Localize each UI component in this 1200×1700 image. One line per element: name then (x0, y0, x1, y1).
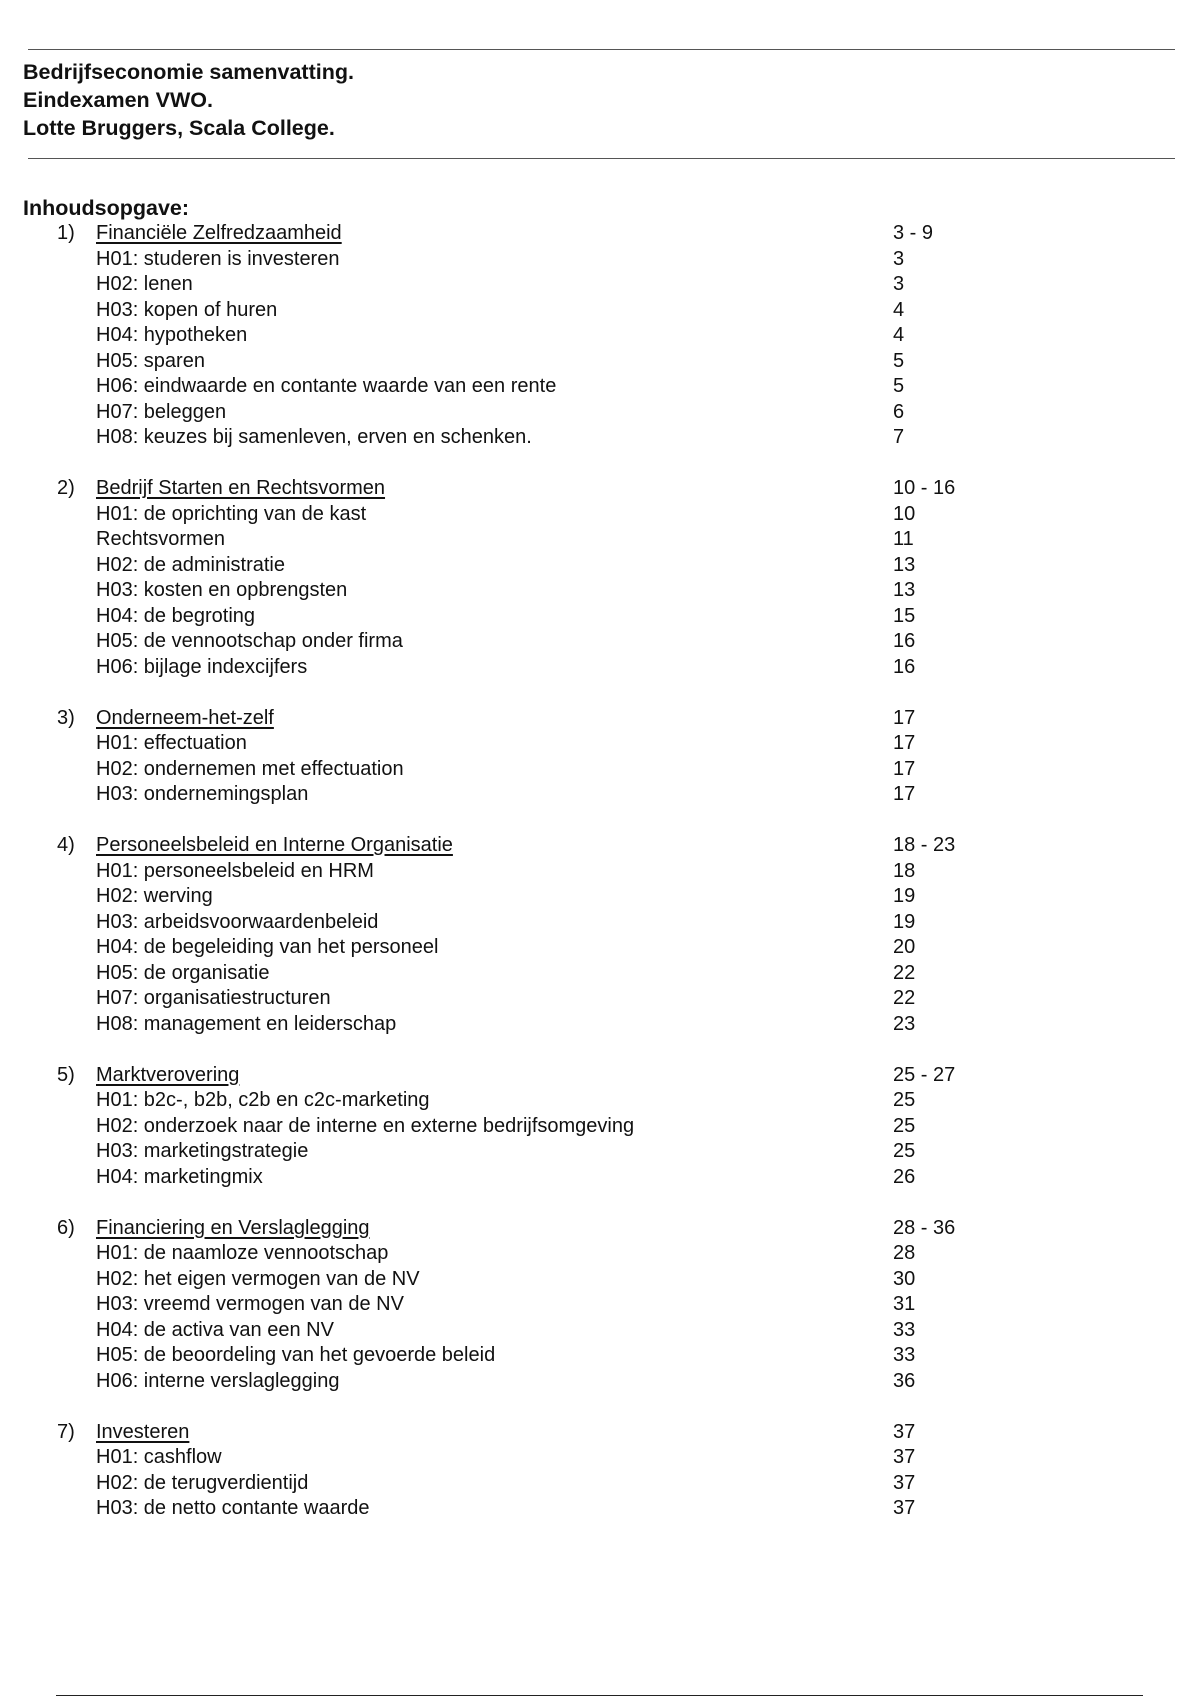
section-number: 2) (57, 477, 75, 499)
toc-entry-page: 4 (893, 298, 905, 321)
section-number: 1) (57, 222, 75, 244)
toc-entry (0, 502, 1200, 528)
section-page-range: 17 (893, 706, 916, 729)
toc-entry-page: 23 (893, 1012, 916, 1035)
toc-entry-page: 36 (893, 1369, 916, 1392)
toc-entry-page: 3 (893, 273, 905, 295)
toc-entry-page: 7 (893, 426, 905, 448)
section-title: Onderneem-het-zelf (96, 706, 274, 729)
toc-entry-page: 4 (893, 324, 905, 346)
document-title: Bedrijfseconomie samenvatting. (23, 60, 354, 84)
toc-entry-label: H04: hypotheken (96, 324, 248, 346)
toc-entry (0, 655, 1200, 681)
toc-entry-page: 33 (893, 1344, 916, 1366)
toc-entry (0, 986, 1200, 1012)
toc-entry-page: 31 (893, 1293, 916, 1315)
toc-entry-page: 28 (893, 1242, 916, 1264)
toc-entry-label: H03: kopen of huren (96, 298, 278, 321)
section-page-range: 10 - 16 (893, 477, 956, 499)
toc-entry-label: H03: vreemd vermogen van de NV (96, 1293, 404, 1315)
toc-entry-label: H01: effectuation (96, 732, 247, 754)
toc-entry (0, 400, 1200, 426)
toc-entry (0, 1496, 1200, 1522)
section-number: 5) (57, 1063, 75, 1086)
toc-entry-label: H04: marketingmix (96, 1165, 263, 1188)
toc-entry-label: H02: onderzoek naar de interne en externe bedrijfsomgeving (96, 1114, 635, 1137)
toc-entry-label: H02: werving (96, 885, 213, 907)
section-title: Investeren (96, 1420, 190, 1443)
toc-entry-page: 6 (893, 400, 905, 423)
section-title: Financiële Zelfredzaamheid (96, 222, 342, 244)
toc-section-heading (0, 706, 1200, 732)
toc-entry (0, 1241, 1200, 1267)
toc-entry-page: 13 (893, 579, 916, 601)
toc-entry (0, 1267, 1200, 1293)
toc-entry (0, 374, 1200, 400)
toc-entry-page: 5 (893, 349, 905, 372)
toc-entry (0, 1471, 1200, 1497)
section-number: 6) (57, 1216, 75, 1239)
toc-section (0, 1420, 1200, 1522)
toc-section-heading (0, 833, 1200, 859)
toc-section (0, 706, 1200, 808)
toc-entry-page: 13 (893, 553, 916, 576)
toc-entry (0, 1088, 1200, 1114)
toc-entry-page: 33 (893, 1318, 916, 1341)
toc-entry (0, 961, 1200, 987)
toc-entry (0, 1369, 1200, 1395)
footer-rule (56, 1695, 1143, 1696)
toc-section (0, 221, 1200, 451)
toc-entry (0, 1012, 1200, 1038)
toc-section (0, 1216, 1200, 1395)
toc-entry-label: H01: de naamloze vennootschap (96, 1242, 389, 1264)
toc-entry (0, 1139, 1200, 1165)
section-page-range: 28 - 36 (893, 1216, 956, 1239)
toc-entry-page: 3 (893, 247, 905, 270)
toc-entry (0, 1445, 1200, 1471)
toc-entry-label: H02: de terugverdientijd (96, 1471, 309, 1494)
section-title: Bedrijf Starten en Rechtsvormen (96, 477, 386, 499)
toc-entry-page: 22 (893, 987, 916, 1009)
toc-entry (0, 1165, 1200, 1191)
toc-entry-label: H02: ondernemen met effectuation (96, 757, 404, 780)
toc-entry-label: H02: het eigen vermogen van de NV (96, 1267, 420, 1290)
toc-entry-page: 11 (893, 528, 914, 550)
toc-entry (0, 425, 1200, 451)
document-header (23, 58, 354, 142)
toc-entry-label: H01: personeelsbeleid en HRM (96, 859, 374, 882)
toc-entry (0, 859, 1200, 885)
section-number: 3) (57, 706, 75, 729)
section-title: Financiering en Verslaglegging (96, 1216, 370, 1239)
section-page-range: 3 - 9 (893, 222, 934, 244)
header-top-rule (28, 49, 1175, 50)
document-author: Lotte Bruggers, Scala College. (23, 116, 335, 140)
toc-entry-page: 19 (893, 885, 916, 907)
toc-entry-label: H01: b2c-, b2b, c2b en c2c-marketing (96, 1089, 430, 1111)
toc-entry (0, 1318, 1200, 1344)
toc-entry-label: H03: marketingstrategie (96, 1140, 309, 1162)
section-page-range: 25 - 27 (893, 1063, 956, 1086)
toc-entry-label: H05: de vennootschap onder firma (96, 630, 403, 652)
toc-heading: Inhoudsopgave: (23, 196, 190, 220)
toc-entry-page: 17 (893, 757, 916, 780)
toc-entry-label: H03: ondernemingsplan (96, 783, 309, 805)
toc-entry (0, 247, 1200, 273)
toc-entry-page: 17 (893, 783, 916, 805)
toc-entry (0, 527, 1200, 553)
toc-entry-page: 18 (893, 859, 916, 882)
toc-entry-label: H08: management en leiderschap (96, 1012, 397, 1035)
section-title: Marktverovering (96, 1063, 240, 1086)
toc-entry-label: H06: eindwaarde en contante waarde van een rente (96, 375, 557, 397)
toc-entry (0, 1292, 1200, 1318)
toc-entry-label: H05: de beoordeling van het gevoerde beleid (96, 1344, 496, 1366)
toc-entry-page: 19 (893, 910, 916, 933)
toc-entry-label: H01: de oprichting van de kast (96, 502, 367, 525)
toc-entry-label: H03: arbeidsvoorwaardenbeleid (96, 910, 379, 933)
toc-entry (0, 349, 1200, 375)
toc-entry (0, 782, 1200, 808)
toc-entry (0, 604, 1200, 630)
toc-entry (0, 1114, 1200, 1140)
toc-entry-label: H03: kosten en opbrengsten (96, 579, 348, 601)
toc-entry-label: H03: de netto contante waarde (96, 1497, 370, 1519)
toc-section-heading (0, 476, 1200, 502)
header-bottom-rule (28, 158, 1175, 159)
toc-entry-label: H06: interne verslaglegging (96, 1369, 340, 1392)
toc-entry-label: H07: beleggen (96, 400, 227, 423)
toc-entry-label: H06: bijlage indexcijfers (96, 655, 308, 678)
toc-section (0, 833, 1200, 1037)
toc-section-heading (0, 221, 1200, 247)
toc-entry-page: 25 (893, 1089, 916, 1111)
toc-entry-page: 37 (893, 1471, 916, 1494)
toc-entry-page: 26 (893, 1165, 916, 1188)
toc-entry-label: H07: organisatiestructuren (96, 987, 331, 1009)
section-page-range: 18 - 23 (893, 834, 956, 856)
toc-entry-page: 37 (893, 1497, 916, 1519)
toc-entry-page: 17 (893, 732, 916, 754)
toc-entry-page: 22 (893, 961, 916, 984)
table-of-contents (0, 221, 1200, 1547)
toc-entry (0, 323, 1200, 349)
toc-entry (0, 272, 1200, 298)
toc-entry-label: H04: de begroting (96, 604, 256, 627)
toc-entry-page: 15 (893, 604, 916, 627)
toc-entry (0, 757, 1200, 783)
toc-entry-page: 5 (893, 375, 905, 397)
toc-entry-page: 37 (893, 1446, 916, 1468)
toc-section (0, 1063, 1200, 1191)
section-number: 7) (57, 1420, 75, 1443)
toc-entry-label: H01: studeren is investeren (96, 247, 340, 270)
toc-entry (0, 553, 1200, 579)
toc-entry-page: 30 (893, 1267, 916, 1290)
toc-entry-page: 10 (893, 502, 916, 525)
toc-entry (0, 578, 1200, 604)
toc-entry (0, 1343, 1200, 1369)
toc-entry-page: 25 (893, 1114, 916, 1137)
section-number: 4) (57, 834, 75, 856)
toc-entry (0, 731, 1200, 757)
toc-entry-page: 20 (893, 936, 916, 958)
toc-section-heading (0, 1216, 1200, 1242)
toc-section-heading (0, 1420, 1200, 1446)
toc-entry-page: 16 (893, 655, 916, 678)
section-page-range: 37 (893, 1420, 916, 1443)
toc-entry-label: H02: de administratie (96, 553, 285, 576)
toc-section (0, 476, 1200, 680)
section-title: Personeelsbeleid en Interne Organisatie (96, 834, 453, 856)
toc-entry (0, 298, 1200, 324)
toc-entry-label: H08: keuzes bij samenleven, erven en schenken. (96, 426, 532, 448)
toc-entry-label: H05: de organisatie (96, 961, 270, 984)
toc-section-heading (0, 1063, 1200, 1089)
toc-entry (0, 910, 1200, 936)
toc-entry-label: H01: cashflow (96, 1446, 222, 1468)
toc-entry (0, 935, 1200, 961)
toc-entry-label: H02: lenen (96, 273, 193, 295)
toc-entry-label: H04: de begeleiding van het personeel (96, 936, 439, 958)
toc-entry (0, 884, 1200, 910)
toc-entry-label: H05: sparen (96, 349, 205, 372)
document-subtitle: Eindexamen VWO. (23, 88, 213, 112)
toc-entry-page: 16 (893, 630, 916, 652)
toc-entry-label: H04: de activa van een NV (96, 1318, 334, 1341)
toc-entry-label: Rechtsvormen (96, 528, 225, 550)
toc-entry (0, 629, 1200, 655)
toc-entry-page: 25 (893, 1140, 916, 1162)
